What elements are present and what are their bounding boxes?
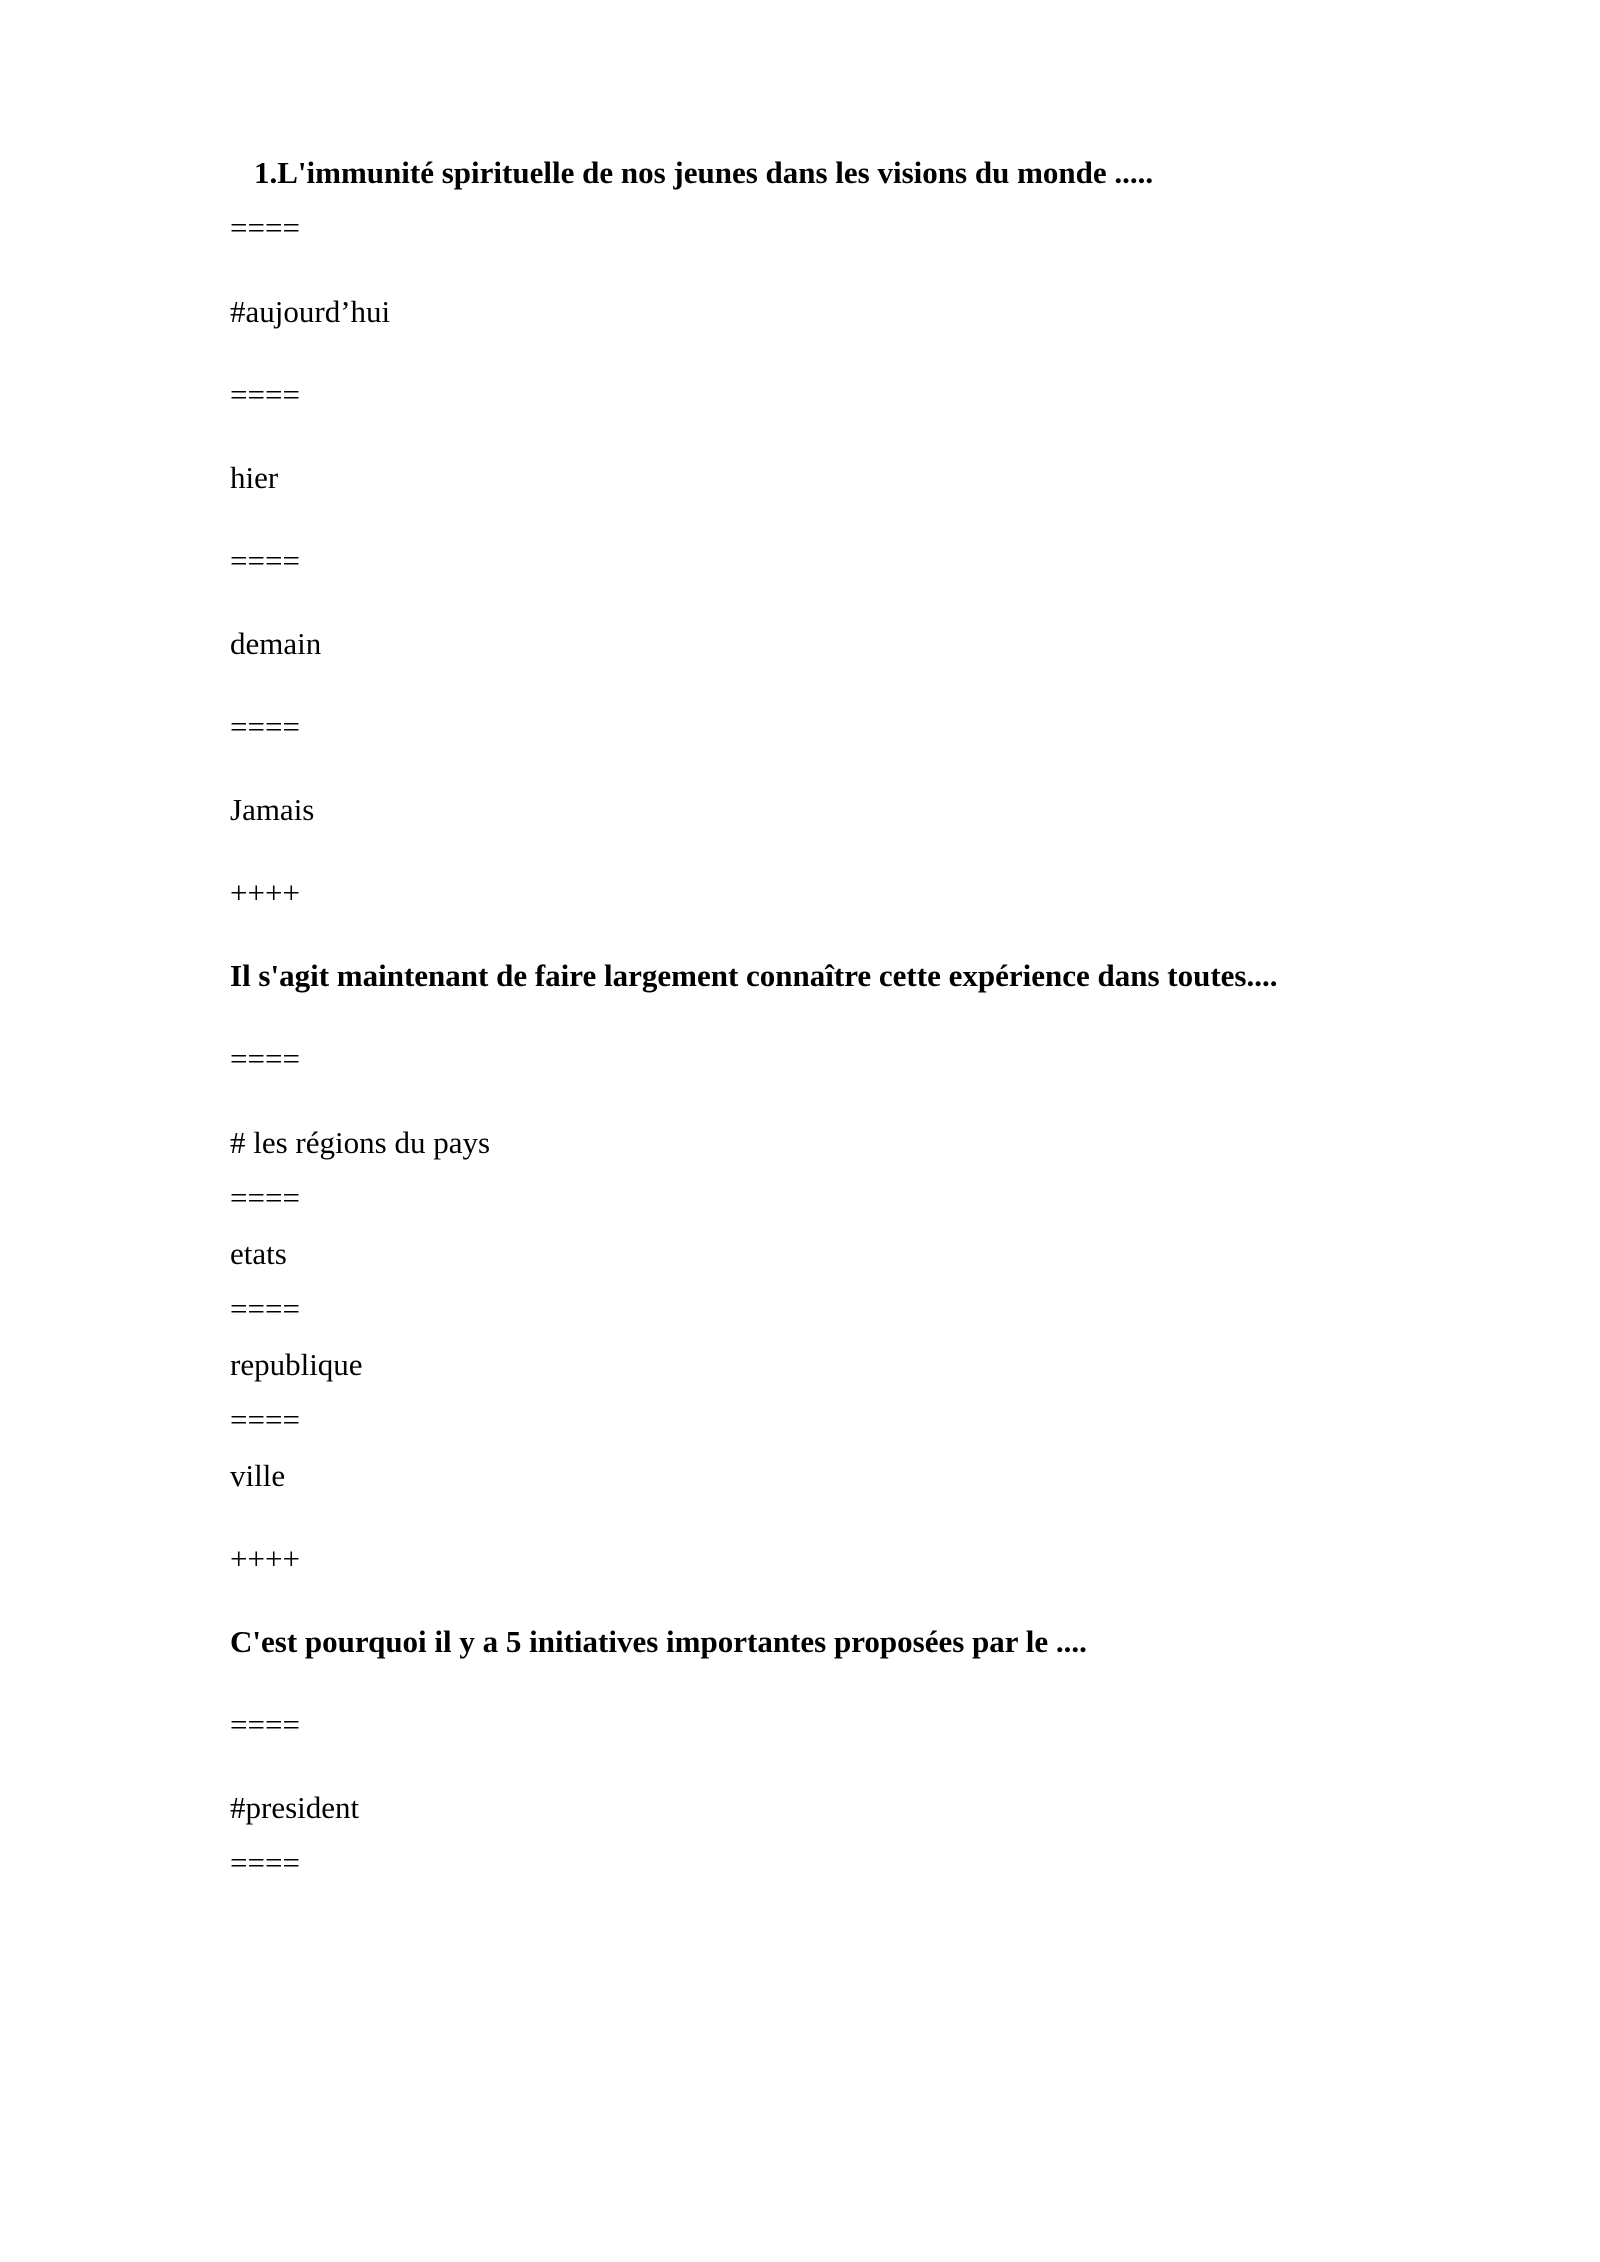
- answer-option: hier: [230, 460, 279, 495]
- separator: ====: [230, 377, 300, 412]
- question-1-heading: 1.L'immunité spirituelle de nos jeunes dans les visions du monde .....: [254, 155, 1154, 190]
- question-2-heading: Il s'agit maintenant de faire largement connaître cette expérience dans toutes....: [230, 958, 1278, 993]
- separator: ====: [230, 1291, 300, 1326]
- question-3-heading: C'est pourquoi il y a 5 initiatives importantes proposées par le ....: [230, 1624, 1087, 1659]
- answer-option: etats: [230, 1236, 287, 1271]
- separator: ====: [230, 1180, 300, 1215]
- separator: ====: [230, 210, 300, 245]
- separator: ====: [230, 543, 300, 578]
- answer-option: republique: [230, 1347, 363, 1382]
- separator: ====: [230, 1402, 300, 1437]
- answer-option: Jamais: [230, 792, 315, 827]
- question-end-marker: ++++: [230, 1541, 300, 1576]
- answer-option: ville: [230, 1458, 286, 1493]
- answer-option: #aujourd’hui: [230, 294, 391, 329]
- separator: ====: [230, 1041, 300, 1076]
- answer-option: demain: [230, 626, 322, 661]
- separator: ====: [230, 1707, 300, 1742]
- separator: ====: [230, 1845, 300, 1880]
- separator: ====: [230, 709, 300, 744]
- question-end-marker: ++++: [230, 875, 300, 910]
- answer-option: #president: [230, 1790, 360, 1825]
- answer-option: # les régions du pays: [230, 1125, 491, 1160]
